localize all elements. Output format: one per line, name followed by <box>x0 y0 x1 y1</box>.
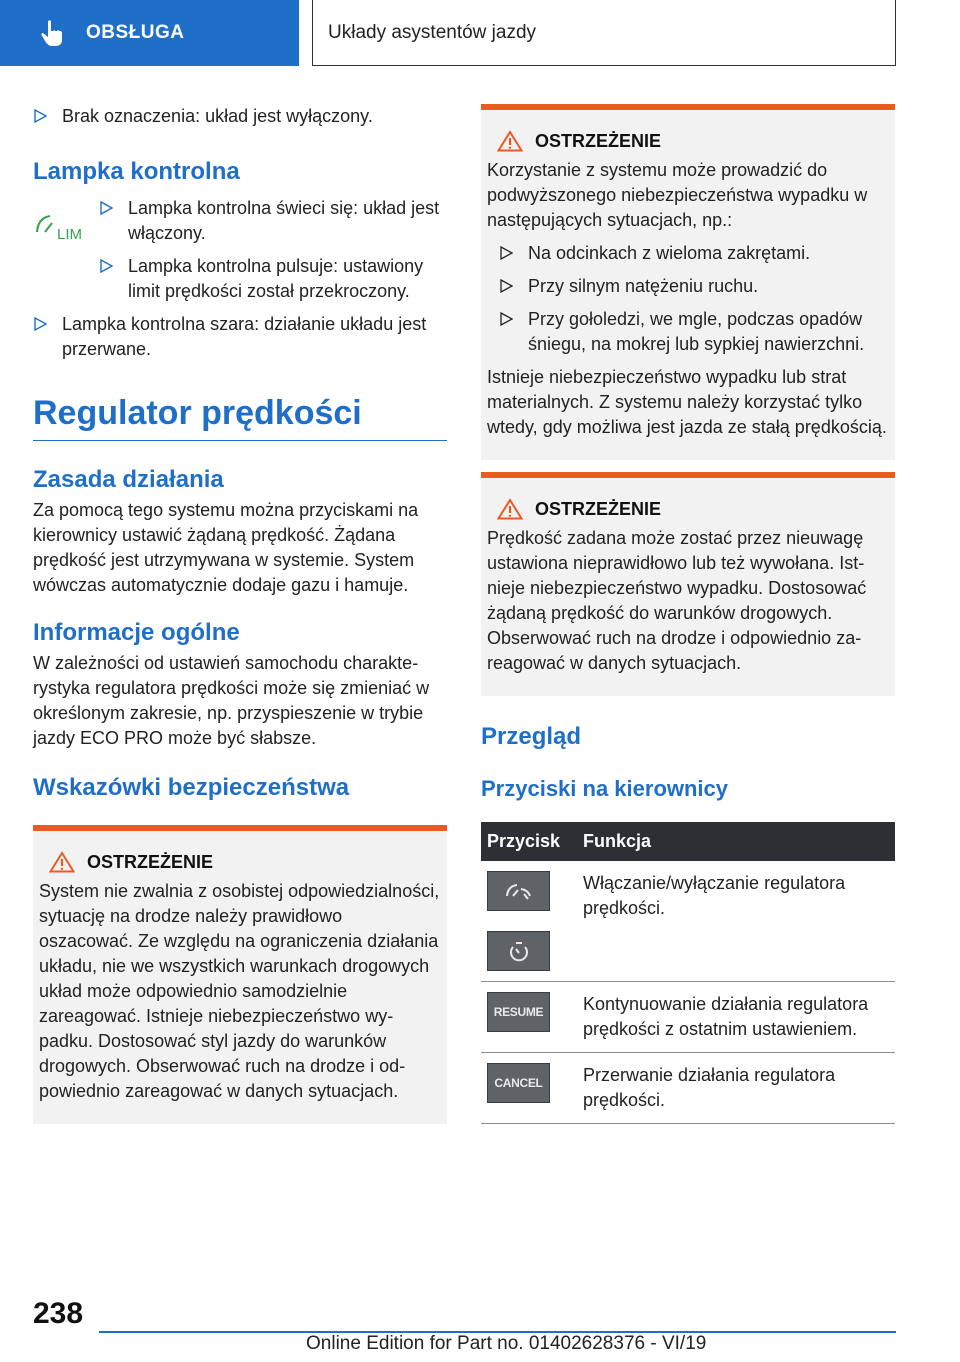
function-text: Włączanie/wyłączanie regulatora prędkości. <box>577 861 895 982</box>
table-row <box>481 982 895 1053</box>
warning-box <box>481 472 895 696</box>
list-item: Brak oznaczenia: układ jest wyłączony. <box>33 104 447 129</box>
triangle-bullet-icon <box>34 317 47 331</box>
warning-outro: Istnieje niebezpieczeństwo wypadku lub strat materialnych. Z systemu należy korzystać tylko wtedy, gdy możliwa jest jazda ze stałą prędkością. <box>487 367 887 437</box>
cruise-activate-button[interactable] <box>487 931 550 971</box>
resume-button[interactable]: RESUME <box>487 992 550 1032</box>
triangle-bullet-icon <box>500 312 513 326</box>
lampka-heading: Lampka kontrolna <box>33 158 240 185</box>
function-text: Przerwanie działania regulatora prędkości. <box>577 1053 895 1124</box>
warning-title: OSTRZEŻENIE <box>87 851 214 872</box>
cruise-control-icon <box>502 879 536 903</box>
warning-triangle-icon <box>49 851 75 873</box>
edition-link[interactable]: Online Edition for Part no. 01402628376 - VI/19 <box>306 1333 707 1354</box>
przeglad-heading: Przegląd <box>481 723 582 750</box>
safety-heading: Wskazówki bezpieczeństwa <box>33 774 350 801</box>
warning-intro: Korzystanie z systemu może prowadzić do podwyższonego niebezpieczeństwa wypadku w następujących sytuacjach, np.: <box>487 160 868 230</box>
triangle-bullet-icon <box>100 201 113 215</box>
triangle-bullet-icon <box>500 279 513 293</box>
info-text: W zależności od ustawień samochodu charakterystyka regulatora prędkości może się zmieniać w określonym zakresie, np. przyspieszenie w trybie jazdy ECO PRO może być słabsze. <box>33 653 430 748</box>
warning-text: Prędkość zadana może zostać przez nieuwagę ustawiona nieprawidłowo lub też wywołana. Istnieje niebezpieczeństwo wypadku. Dostosować żądaną prędkość do warunków drogowych. Obserwować ruch na drodze i odpowiednio zareagować w danych sytuacjach. <box>487 528 867 673</box>
function-text: Kontynuowanie działania regulatora prędkości z ostatnim ustawieniem. <box>577 982 895 1053</box>
zasada-heading: Zasada działania <box>33 466 224 493</box>
buttons-table <box>481 822 895 1124</box>
col-header-button: Przycisk <box>481 822 577 861</box>
table-row <box>481 1053 895 1124</box>
chapter-title: Układy asystentów jazdy <box>312 0 896 66</box>
triangle-bullet-icon <box>34 109 47 123</box>
warning-triangle-icon <box>497 130 523 152</box>
list-item: Lampka kontrolna pulsuje: ustawiony limit prędkości został przekroczony. <box>99 254 447 304</box>
speed-gauge-icon <box>507 939 531 963</box>
list-item: Przy silnym natężeniu ruchu. <box>499 274 889 299</box>
lim-label: LIM <box>57 226 83 243</box>
triangle-bullet-icon <box>500 246 513 260</box>
left-column <box>33 104 447 1124</box>
hand-pointer-icon <box>40 19 64 47</box>
section-tab-label: OBSŁUGA <box>86 22 185 43</box>
cruise-onoff-button[interactable] <box>487 871 550 911</box>
page-number: 238 <box>33 1297 84 1330</box>
list-item: Lampka kontrolna szara: działanie układu jest przerwane. <box>33 312 447 362</box>
buttons-heading: Przyciski na kierownicy <box>481 776 729 801</box>
warning-triangle-icon <box>497 498 523 520</box>
warning-title: OSTRZEŻENIE <box>535 498 662 519</box>
speed-limiter-icon <box>33 208 89 244</box>
warning-text: System nie zwalnia z osobistej odpowiedzialności, sytuację na drodze należy prawidłowo oszacować. Ze względu na ograniczenia działania układu, nie we wszystkich warunkach drogowych układ może odpowiednio samodzielnie zareagować. Istnieje niebezpieczeństwo wypadku. Dostosować styl jazdy do warunków drogowych. Obserwować ruch na drodze i odpowiednio zareagować w danych sytuacjach. <box>39 881 440 1101</box>
warning-box <box>33 825 447 1124</box>
lampka-block <box>33 196 447 304</box>
section-tab[interactable] <box>0 0 299 66</box>
main-heading-block <box>33 392 447 441</box>
info-heading: Informacje ogólne <box>33 619 240 646</box>
page-title: Regulator prędkości <box>33 394 362 432</box>
list-item: Przy gołoledzi, we mgle, podczas opadów śniegu, na mokrej lub sypkiej nawierzchni. <box>499 307 889 357</box>
col-header-function: Funkcja <box>577 822 895 861</box>
warning-box <box>481 104 895 460</box>
cancel-button[interactable]: CANCEL <box>487 1063 550 1103</box>
list-item: Lampka kontrolna świeci się: układ jest włączony. <box>99 196 447 246</box>
table-row <box>481 861 895 982</box>
right-column <box>481 104 895 1124</box>
list-item: Na odcinkach z wieloma zakrętami. <box>499 241 889 266</box>
triangle-bullet-icon <box>100 259 113 273</box>
zasada-text: Za pomocą tego systemu można przyciskami na kierownicy ustawić żądaną prędkość. Żądana prędkość jest utrzymywana w systemie. System wówczas automatycznie dodaje gazu i hamuje. <box>33 500 419 595</box>
warning-title: OSTRZEŻENIE <box>535 130 662 151</box>
